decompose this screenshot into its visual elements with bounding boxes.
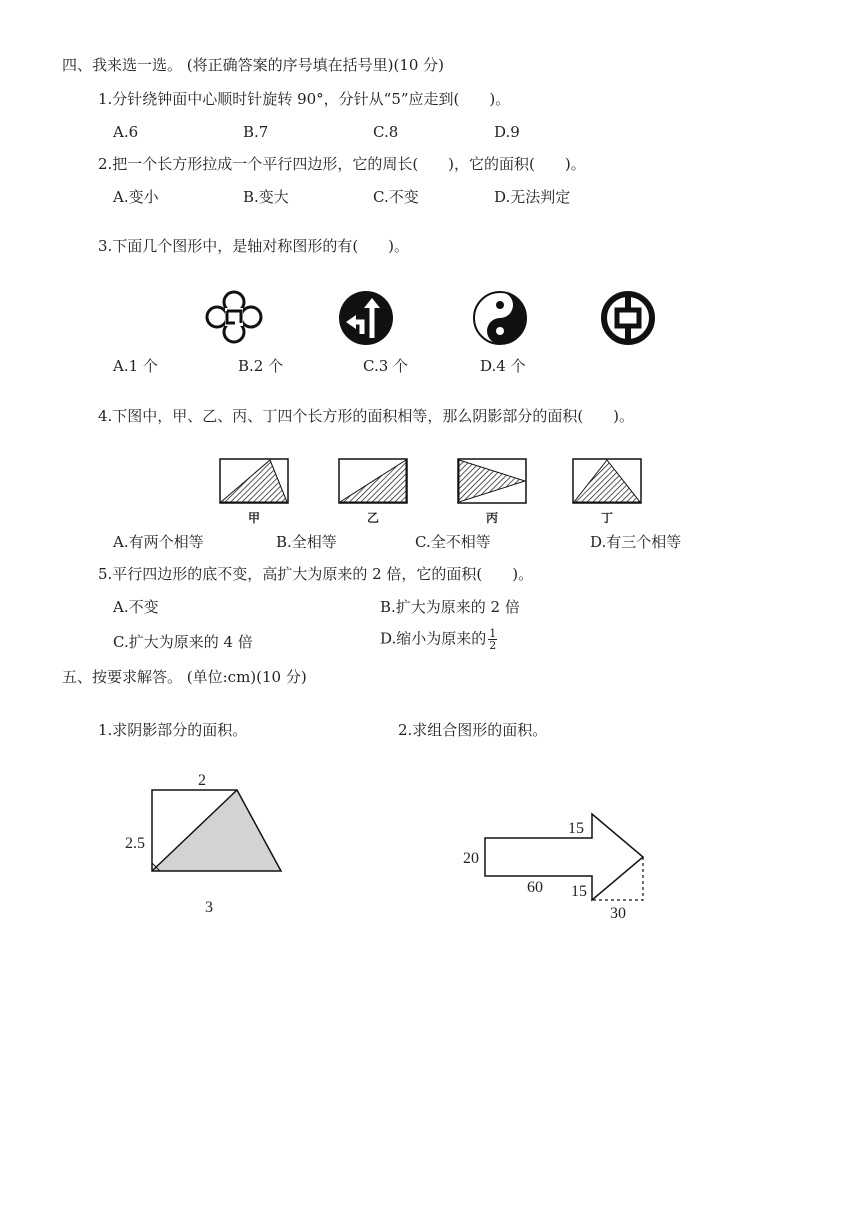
q2-stem: 2.把一个长方形拉成一个平行四边形，它的周长( )，它的面积( )。 — [98, 155, 586, 173]
label-top-flange-15: 15 — [568, 820, 584, 837]
q1-option-a: A.6 — [113, 123, 139, 141]
rect-jia — [220, 459, 288, 503]
coin-symbol-icon — [600, 290, 656, 346]
road-sign-left-turn-icon — [338, 290, 394, 346]
q4-stem: 4.下图中，甲、乙、丙、丁四个长方形的面积相等，那么阴影部分的面积( )。 — [98, 407, 635, 425]
q5-option-a: A.不变 — [113, 598, 159, 616]
q3-option-a: A.1 个 — [113, 357, 158, 375]
rect-bing — [458, 459, 526, 503]
section-4-title: 四、我来选一选。 (将正确答案的序号填在括号里)(10 分) — [62, 56, 445, 74]
q5-option-c: C.扩大为原来的 4 倍 — [113, 633, 253, 651]
q1-option-c: C.8 — [373, 123, 399, 141]
trapezoid-figure — [120, 770, 300, 920]
label-top-2: 2 — [198, 772, 206, 789]
q1-option-b: B.7 — [243, 123, 269, 141]
label-bottom-flange-15: 15 — [571, 883, 587, 900]
q1-option-d: D.9 — [494, 123, 520, 141]
one-half-fraction — [488, 628, 497, 651]
q2-option-d: D.无法判定 — [494, 188, 571, 206]
q3-option-b: B.2 个 — [238, 357, 284, 375]
q2-option-a: A.变小 — [113, 188, 159, 206]
label-height-20: 20 — [463, 850, 479, 867]
q4-rectangles-figure — [215, 455, 655, 530]
caption-jia: 甲 — [247, 511, 261, 525]
caption-ding: 丁 — [600, 511, 614, 525]
label-tip-30: 30 — [610, 905, 626, 922]
q1-stem: 1.分针绕钟面中心顺时针旋转 90°，分针从“5”应走到( )。 — [98, 90, 511, 108]
q2-option-c: C.不变 — [373, 188, 419, 206]
q3-option-c: C.3 个 — [363, 357, 409, 375]
label-left-2-5: 2.5 — [125, 835, 145, 852]
s5-q1-stem: 1.求阴影部分的面积。 — [98, 721, 248, 739]
clover-knot-icon — [203, 289, 265, 345]
rect-yi — [339, 459, 407, 503]
s5-q2-stem: 2.求组合图形的面积。 — [398, 721, 548, 739]
fraction-numerator: 1 — [489, 627, 497, 640]
q3-option-d: D.4 个 — [480, 357, 526, 375]
label-bottom-3: 3 — [205, 899, 213, 916]
q5-option-b: B.扩大为原来的 2 倍 — [380, 598, 520, 616]
q5-option-d-text: D.缩小为原来的 — [380, 629, 487, 648]
arrow-composite-figure — [455, 805, 655, 930]
fraction-denominator: 2 — [489, 639, 497, 652]
q4-option-c: C.全不相等 — [415, 533, 491, 551]
q3-stem: 3.下面几个图形中，是轴对称图形的有( )。 — [98, 237, 410, 255]
label-length-60: 60 — [527, 879, 543, 896]
q5-option-d — [380, 628, 497, 651]
q4-option-a: A.有两个相等 — [113, 533, 204, 551]
q4-option-d: D.有三个相等 — [590, 533, 682, 551]
q4-option-b: B.全相等 — [276, 533, 337, 551]
section-5-title: 五、按要求解答。 (单位:cm)(10 分) — [62, 668, 307, 686]
q5-stem: 5.平行四边形的底不变，高扩大为原来的 2 倍，它的面积( )。 — [98, 565, 534, 583]
q2-option-b: B.变大 — [243, 188, 289, 206]
yin-yang-icon — [472, 290, 528, 346]
caption-bing: 丙 — [485, 511, 499, 525]
caption-yi: 乙 — [366, 511, 380, 525]
rect-ding — [573, 459, 641, 503]
